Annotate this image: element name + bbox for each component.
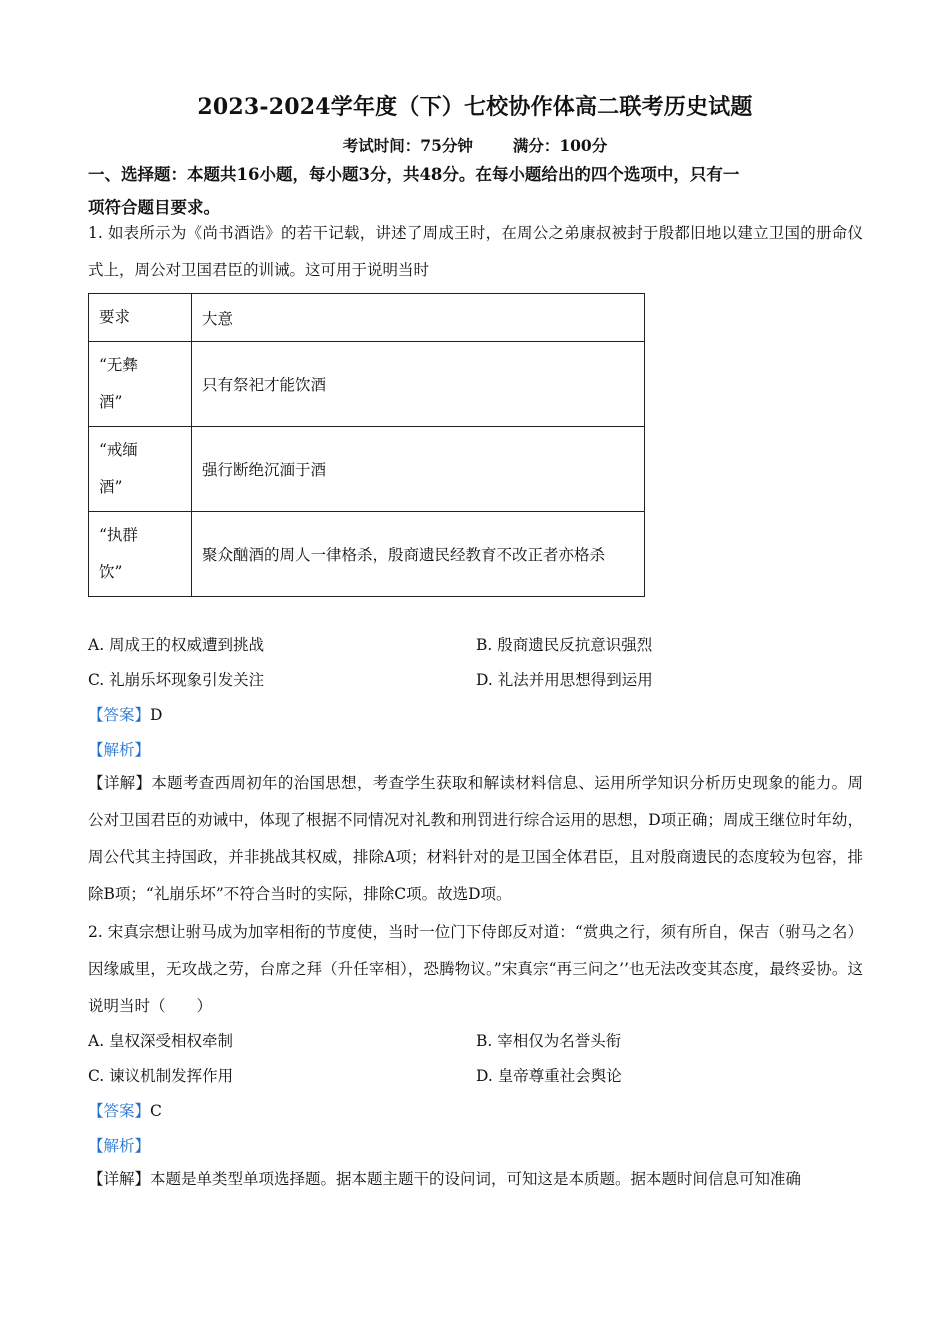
q2-stem: 2. 宋真宗想让驸马成为加宰相衔的节度使，当时一位门下侍郎反对道：“赏典之行，须有所自，保吉（驸马之名）因缘戚里，无攻战之劳，台席之拜（升任宰相），恐腾物议。”宋真宗“再三问之’’也无法改变其态度，最终妥协。这说明当时（ ）: [88, 923, 863, 1015]
q2-analysis-heading: [88, 1134, 150, 1156]
exam-full-score: 满分：100分: [512, 136, 608, 155]
table-cell-requirement: “执群 饮”: [89, 512, 192, 597]
detail-tag: 【详解】: [88, 1170, 151, 1188]
q1-option-d: D. 礼法并用思想得到运用: [476, 671, 653, 689]
answer-tag: 【答案】: [88, 706, 151, 724]
answer-value: D: [150, 706, 163, 724]
table-cell-requirement: “戒缅 酒”: [89, 427, 192, 512]
q1-detail: [88, 765, 863, 913]
exam-info: [0, 134, 950, 156]
table-row: [89, 512, 645, 597]
q2-option-c: C. 谏议机制发挥作用: [88, 1067, 234, 1085]
q2-detail: [88, 1161, 863, 1198]
table-header-cell: 大意: [192, 294, 645, 342]
exam-title: 2023-2024学年度（下）七校协作体高二联考历史试题: [197, 94, 753, 120]
detail-text: 本题是单类型单项选择题。据本题主题干的设问词，可知这是本质题。据本题时间信息可知准确: [150, 1170, 802, 1188]
section-heading-line1: 一、选择题：本题共16小题，每小题3分，共48分。在每小题给出的四个选项中，只有一: [88, 165, 740, 184]
section-heading-line2: 项符合题目要求。: [88, 198, 220, 217]
analysis-tag: 【解析】: [88, 741, 151, 759]
q2-option-a: A. 皇权深受相权牵制: [88, 1032, 234, 1050]
q1-option-b: B. 殷商遗民反抗意识强烈: [476, 636, 653, 654]
detail-text: 本题考查西周初年的治国思想，考查学生获取和解读材料信息、运用所学知识分析历史现象的能力。周公对卫国君臣的劝诫中，体现了根据不同情况对礼教和刑罚进行综合运用的思想，D项正确；周成王继位时年幼，周公代其主持国政，并非挑战其权威，排除A项；材料针对的是卫国全体君臣，且对殷商遗民的态度较为包容，排除B项；“礼崩乐坏”不符合当时的实际，排除C项。故选D项。: [88, 774, 863, 903]
exam-time: 考试时间：75分钟: [342, 136, 473, 155]
q1-analysis-heading: [88, 738, 150, 760]
table-cell-meaning: 只有祭祀才能饮酒: [192, 342, 645, 427]
answer-value: C: [150, 1102, 162, 1120]
q1-stem: 1. 如表所示为《尚书酒诰》的若干记载，讲述了周成王时，在周公之弟康叔被封于殷都旧地以建立卫国的册命仪式上，周公对卫国君臣的训诫。这可用于说明当时: [88, 224, 863, 279]
q2-answer: [88, 1099, 162, 1121]
q1-option-c: C. 礼崩乐坏现象引发关注: [88, 671, 265, 689]
table-row: [89, 427, 645, 512]
q2-option-b: B. 宰相仅为名誉头衔: [476, 1032, 622, 1050]
q1-table: [88, 293, 645, 597]
table-row: [89, 342, 645, 427]
answer-tag: 【答案】: [88, 1102, 151, 1120]
q2-option-d: D. 皇帝尊重社会舆论: [476, 1067, 622, 1085]
analysis-tag: 【解析】: [88, 1137, 151, 1155]
table-cell-meaning: 聚众酗酒的周人一律格杀，殷商遗民经教育不改正者亦格杀: [192, 512, 645, 597]
table-cell-meaning: 强行断绝沉湎于酒: [192, 427, 645, 512]
table-header-row: [89, 294, 645, 342]
q1-option-a: A. 周成王的权威遭到挑战: [88, 636, 265, 654]
table-header-cell: 要求: [89, 294, 192, 342]
table-cell-requirement: “无彝 酒”: [89, 342, 192, 427]
q1-answer: [88, 703, 162, 725]
detail-tag: 【详解】: [88, 774, 152, 792]
